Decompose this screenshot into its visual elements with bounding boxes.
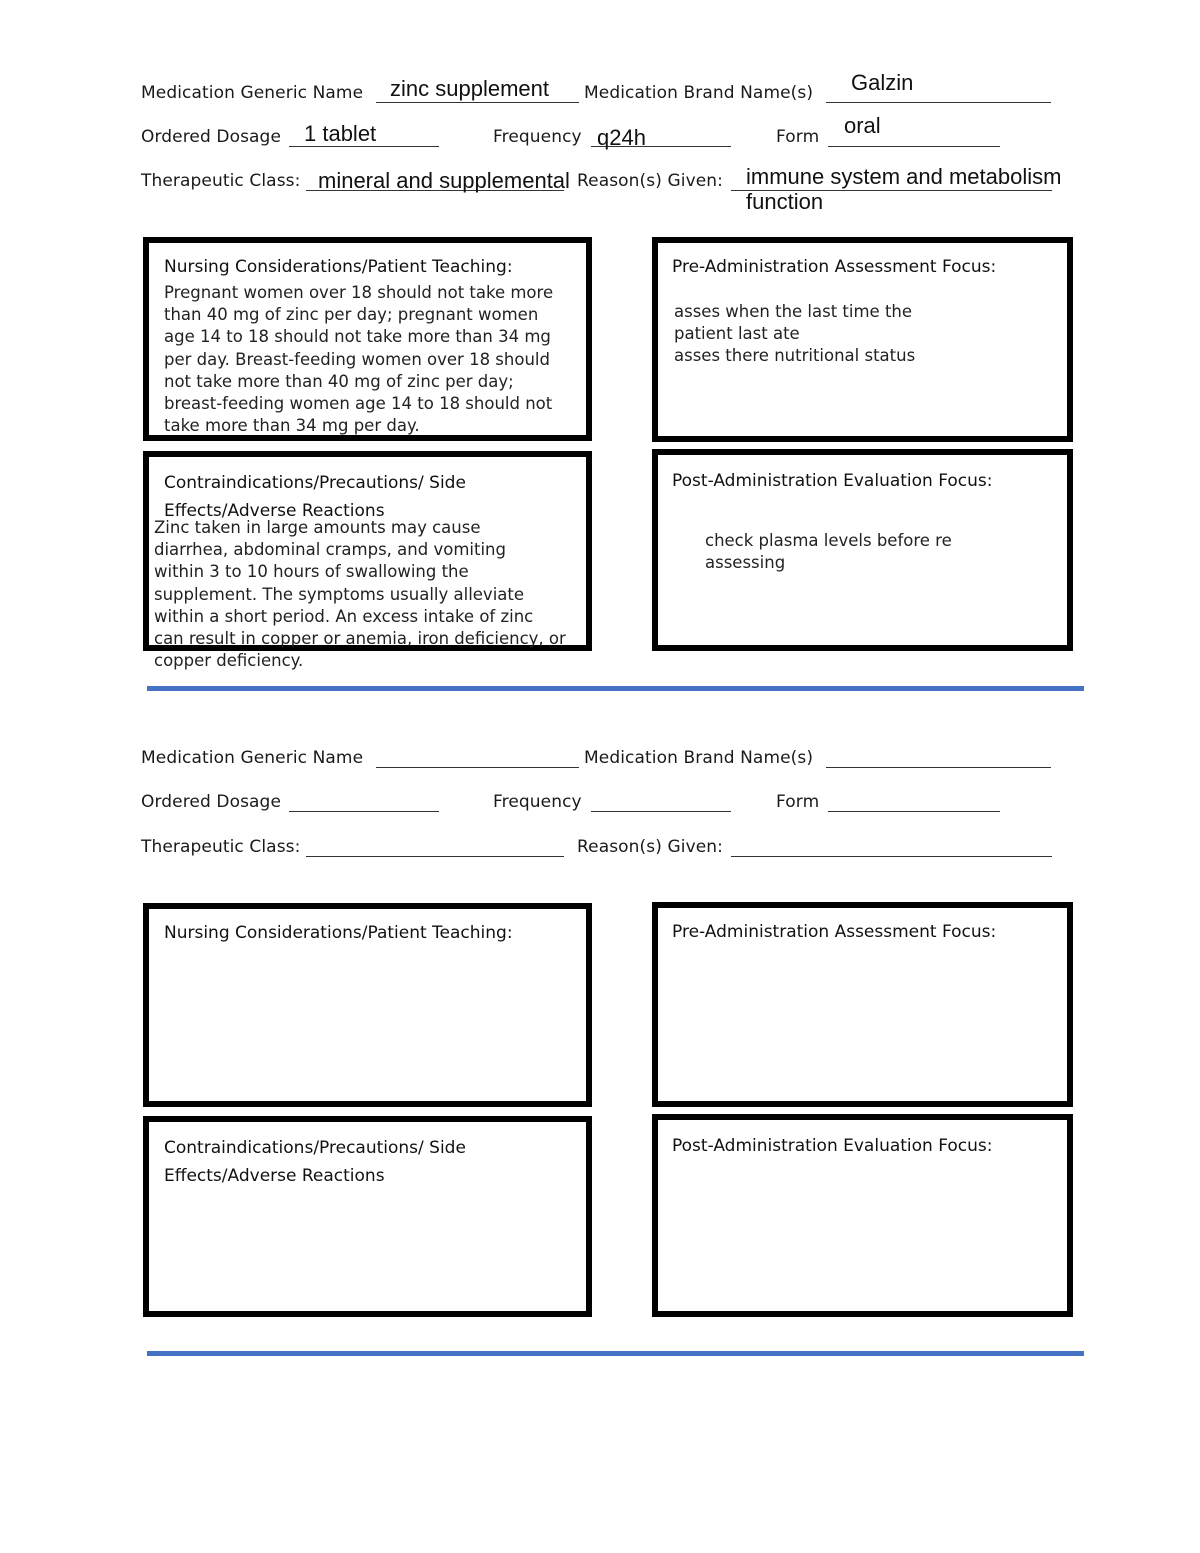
form-label: Form: [776, 792, 820, 812]
brand-name-value[interactable]: Galzin: [851, 70, 914, 95]
post-administration-box[interactable]: [652, 449, 1073, 651]
nursing-considerations-text: [164, 282, 553, 437]
text-line: supplement. The symptoms usually alleviate: [154, 584, 525, 604]
generic-name-value[interactable]: zinc supplement: [390, 76, 549, 101]
text-line: Zinc taken in large amounts may cause: [154, 518, 481, 537]
text-line: assessing: [705, 553, 786, 573]
therapeutic-class-label: Therapeutic Class:: [141, 837, 301, 857]
pre-administration-box[interactable]: [652, 902, 1073, 1107]
post-administration-text: [705, 530, 952, 574]
frequency-label: Frequency: [493, 792, 582, 812]
section-divider-1: [147, 686, 1084, 691]
brand-name-label: Medication Brand Name(s): [584, 83, 814, 103]
form-underline: [828, 146, 1000, 147]
text-line: per day. Breast-feeding women over 18 should: [164, 349, 550, 369]
nursing-considerations-title: Nursing Considerations/Patient Teaching:: [164, 923, 513, 943]
contraindications-box[interactable]: [143, 1116, 592, 1317]
nursing-considerations-title: Nursing Considerations/Patient Teaching:: [164, 257, 513, 277]
section-divider-2: [147, 1351, 1084, 1356]
therapeutic-class-label: Therapeutic Class:: [141, 171, 301, 191]
text-line: diarrhea, abdominal cramps, and vomiting: [154, 540, 506, 560]
text-line: within 3 to 10 hours of swallowing the: [154, 562, 469, 582]
form-value[interactable]: oral: [844, 113, 881, 138]
text-line: within a short period. An excess intake of zinc: [154, 606, 534, 626]
ordered-dosage-value[interactable]: 1 tablet: [304, 121, 377, 146]
contraindications-title-line1: Contraindications/Precautions/ Side: [164, 1138, 466, 1158]
text-line: asses when the last time the: [674, 302, 913, 321]
post-administration-title: Post-Administration Evaluation Focus:: [672, 1136, 993, 1156]
brand-name-label: Medication Brand Name(s): [584, 748, 814, 768]
text-line: breast-feeding women age 14 to 18 should not: [164, 394, 553, 414]
generic-name-label: Medication Generic Name: [141, 83, 364, 103]
generic-name-field[interactable]: [376, 767, 579, 768]
pre-administration-box[interactable]: [652, 237, 1073, 442]
post-administration-title: Post-Administration Evaluation Focus:: [672, 471, 993, 491]
ordered-dosage-field[interactable]: [289, 811, 439, 812]
reasons-given-field[interactable]: [731, 856, 1052, 857]
text-line: age 14 to 18 should not take more than 34 mg: [164, 327, 551, 347]
pre-administration-text: [674, 301, 915, 368]
contraindications-title-line2: Effects/Adverse Reactions: [164, 501, 385, 521]
brand-name-field[interactable]: [826, 767, 1051, 768]
generic-name-underline: [376, 102, 579, 103]
ordered-dosage-label: Ordered Dosage: [141, 127, 282, 147]
contraindications-text: [154, 517, 566, 672]
therapeutic-class-field[interactable]: [306, 856, 564, 857]
pre-administration-title: Pre-Administration Assessment Focus:: [672, 257, 997, 277]
text-line: patient last ate: [674, 324, 800, 344]
text-line: asses there nutritional status: [674, 346, 916, 366]
reasons-given-label: Reason(s) Given:: [577, 837, 724, 857]
reasons-given-label: Reason(s) Given:: [577, 171, 724, 191]
text-line: Pregnant women over 18 should not take more: [164, 283, 554, 302]
reasons-given-value-line1[interactable]: immune system and metabolism: [746, 164, 1062, 189]
ordered-dosage-label: Ordered Dosage: [141, 792, 282, 812]
text-line: than 40 mg of zinc per day; pregnant women: [164, 305, 539, 325]
text-line: take more than 34 mg per day.: [164, 416, 420, 436]
form-field[interactable]: [828, 811, 1000, 812]
text-line: not take more than 40 mg of zinc per day;: [164, 371, 514, 391]
brand-name-underline: [826, 102, 1051, 103]
therapeutic-class-value[interactable]: mineral and supplemental: [318, 168, 570, 193]
contraindications-title-line1: Contraindications/Precautions/ Side: [164, 473, 466, 493]
frequency-field[interactable]: [591, 811, 731, 812]
frequency-label: Frequency: [493, 127, 582, 147]
nursing-considerations-box[interactable]: [143, 237, 592, 441]
reasons-given-value-line2[interactable]: function: [746, 189, 824, 214]
text-line: can result in copper or anemia, iron deficiency, or: [154, 629, 566, 649]
post-administration-box[interactable]: [652, 1114, 1073, 1317]
text-line: copper deficiency.: [154, 651, 304, 671]
contraindications-title-line2: Effects/Adverse Reactions: [164, 1166, 385, 1186]
generic-name-label: Medication Generic Name: [141, 748, 364, 768]
frequency-value[interactable]: q24h: [597, 125, 646, 150]
form-label: Form: [776, 127, 820, 147]
pre-administration-title: Pre-Administration Assessment Focus:: [672, 922, 997, 942]
nursing-considerations-box[interactable]: [143, 903, 592, 1107]
text-line: check plasma levels before re: [705, 531, 952, 550]
